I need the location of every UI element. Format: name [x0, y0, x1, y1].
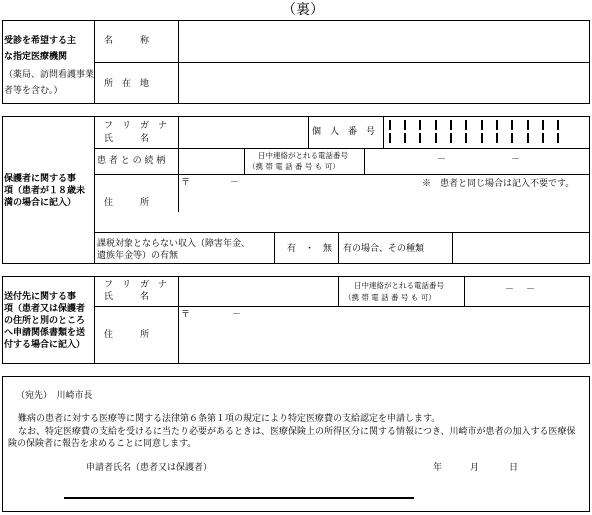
- mailing-address-field[interactable]: [180, 308, 588, 362]
- institution-address-label: 所 在 地: [104, 79, 150, 89]
- guardian-address-label: 住 所: [104, 198, 150, 208]
- institution-header-line1: 受診を希望する主: [4, 36, 77, 46]
- personal-number-label: 個 人 番 号: [312, 127, 376, 137]
- guardian-furigana-label: フ リ ガ ナ: [104, 121, 168, 131]
- institution-header-line3: （薬局、訪問看護事業: [4, 70, 95, 80]
- mailing-phone-label-line1: 日中連絡がとれる電話番号: [354, 281, 444, 290]
- mailing-postal-dash: －: [232, 310, 242, 320]
- declaration-paragraph-1: 難病の患者に対する医療等に関する法律第６条第１項の規定により特定医療費の支給認定を申請します。: [18, 414, 441, 424]
- guardian-postal-mark: 〒: [181, 178, 191, 188]
- income-choice[interactable]: 有 ・ 無: [287, 244, 333, 254]
- mailing-header-line2: 項（患者又は保護者: [4, 304, 86, 314]
- guardian-header-line2: 項（患者が１８歳未: [4, 186, 86, 196]
- mailing-postal-mark: 〒: [181, 310, 191, 320]
- mailing-header-line3: の住所と別のところ: [4, 316, 86, 326]
- mailing-phone-dash-2: －: [526, 285, 536, 295]
- guardian-phone-label-line1: 日中連絡がとれる電話番号: [258, 151, 348, 160]
- mailing-header-line1: 送付先に関する事: [4, 292, 77, 302]
- institution-name-field[interactable]: [180, 22, 588, 60]
- applicant-signature-field[interactable]: [64, 476, 414, 498]
- declaration-paragraph-2: なお、特定医療費の支給を受けるに当たり必要があるときは、医療保険上の所得区分に関する情報につき、川崎市が患者の加入する医療保険の保険者に報告を求めることに同意します。: [8, 427, 576, 449]
- addressee: （宛先） 川崎市長: [16, 391, 93, 401]
- applicant-name-label: 申請者氏名（患者又は保護者）: [86, 463, 213, 473]
- institution-header-line2: な指定医療機関: [4, 52, 68, 62]
- guardian-phone-dash-2: －: [511, 155, 521, 165]
- date-month-label: 月: [470, 463, 480, 473]
- mailing-name-field[interactable]: [180, 278, 336, 304]
- guardian-postal-dash: －: [230, 178, 240, 188]
- guardian-name-label: 氏 名: [104, 134, 150, 144]
- institution-name-label: 名 称: [104, 36, 150, 46]
- page-title: （裏）: [282, 2, 324, 18]
- mailing-address-label: 住 所: [104, 330, 150, 340]
- income-label-line2: 遺族年金等）の有無: [97, 251, 179, 261]
- mailing-header-line5: 付する場合に記入）: [4, 340, 86, 350]
- guardian-name-field[interactable]: [180, 118, 306, 146]
- mailing-name-label: 氏 名: [104, 292, 150, 302]
- mailing-phone-label-line2: （携 帯 電 話 番 号 も 可）: [344, 293, 436, 302]
- relation-field[interactable]: [180, 150, 242, 172]
- date-day-label: 日: [509, 463, 519, 473]
- guardian-phone-label-line2: （携 帯 電 話 番 号 も 可）: [248, 162, 340, 171]
- date-year-label: 年: [433, 463, 443, 473]
- guardian-address-note: ※ 患者と同じ場合は記入不要です。: [422, 179, 575, 189]
- institution-header-line4: 者等を含む。）: [4, 86, 63, 96]
- income-type-field[interactable]: [454, 234, 588, 262]
- guardian-phone-dash-1: －: [437, 155, 447, 165]
- guardian-header-line1: 保護者に関する事: [4, 174, 77, 184]
- mailing-header-line4: へ申請関係書類を送: [4, 328, 86, 338]
- personal-number-field[interactable]: [385, 118, 588, 146]
- mailing-phone-dash-1: －: [505, 285, 515, 295]
- signature-line: [64, 497, 414, 499]
- income-type-label: 有の場合、その種類: [343, 244, 425, 254]
- income-label-line1: 課税対象とならない収入（障害年金、: [97, 239, 251, 249]
- guardian-header-line3: 満の場合に記入）: [4, 198, 77, 208]
- institution-address-field[interactable]: [180, 64, 588, 102]
- relation-label: 患 者 と の 続 柄: [97, 156, 166, 166]
- mailing-furigana-label: フ リ ガ ナ: [104, 280, 168, 290]
- guardian-phone-field[interactable]: [366, 150, 588, 172]
